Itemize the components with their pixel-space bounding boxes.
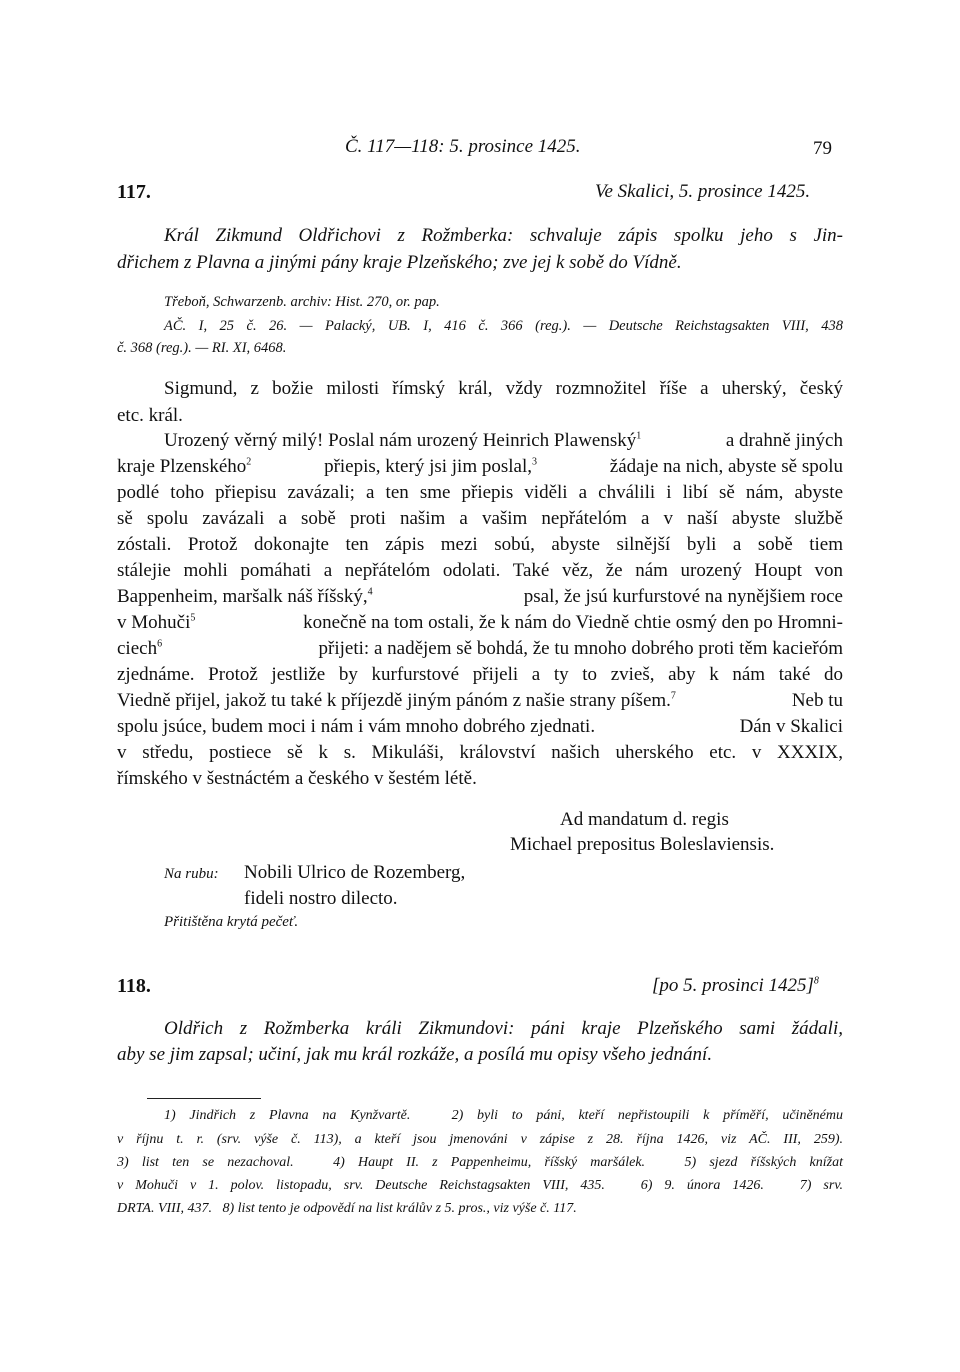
date-118 [652,975,819,997]
footnote-mark-1: 1 [636,430,642,442]
body-line-12-text-b: Dán v Skalici [739,716,843,737]
body-line-9-text-b: přijeti: a nadějem sě bohdá, že tu mnoho dobrého proti těm kacieřóm [318,638,843,659]
body-line-6: stálejie mohli pomáhati a nepřátelóm odolati. Také věz, že nám urozený Houpt von [117,560,843,581]
intitulatio-line-2: etc. král. [117,405,183,426]
footnote-mark-7: 7 [670,690,676,702]
body-line-1-text-b: a drahně jiných [725,430,843,451]
footnote-mark-5: 5 [190,612,196,624]
subscription-line-2: Michael prepositus Boleslaviensis. [510,834,775,855]
footnote-mark-4: 4 [367,586,373,598]
footnote-line-3: 3) list ten se nezachoval. 4) Haupt II. z Pappenheimu, říšský maršálek. 5) sjezd říšských knížat [117,1155,843,1170]
intitulatio-line-1: Sigmund, z božie milosti římský král, vždy rozmnožitel říše a uherský, český [164,378,843,399]
footnote-mark-2: 2 [246,456,252,468]
footnote-line-1: 1) Jindřich z Plavna na Kynžvartě. 2) byli to páni, kteří nepřistoupili k příměří, učiněnému [164,1108,843,1123]
body-line-5: zóstali. Protož dokonajte ten zápis mezi sobú, abyste silnější byli a sobě tiem [117,534,843,555]
body-line-14: římského v šestnáctém a českého v šestém létě. [117,768,477,789]
body-line-8-text-b: konečně na tom ostali, že k nám do Viedně chtie osmý den po Hromni- [303,612,843,633]
body-line-11-text-b: Neb tu [791,690,843,711]
footnote-mark-3: 3 [532,456,537,468]
body-line-12 [117,716,843,738]
footnote-line-2: v říjnu t. r. (srv. výše č. 113), a kteří jsou jmenováni v zápise z 28. října 1426, viz AČ. III, 259). [117,1132,843,1147]
body-line-8 [117,612,843,634]
body-line-8-text-a: v Mohuči [117,612,191,633]
regest-118-line-1: Oldřich z Rožmberka králi Zikmundovi: páni kraje Plzeňského sami žádali, [164,1018,843,1039]
body-line-10: zjednáme. Protož jestliže by kurfurstové přijeli a ty to zvieš, aby k nám také do [117,664,843,685]
body-line-9-text-a: ciech [117,638,158,659]
body-line-11-text-a: Viedně přijel, jakož tu také k příjezdě jiným pánóm z našie strany píšem. [117,690,671,711]
body-line-7-text-a: Bappenheim, maršalk náš říšský, [117,586,368,607]
body-line-9 [117,638,843,660]
body-line-2-text-a: kraje Plzenského [117,456,247,477]
footnote-mark-8: 8 [813,975,819,987]
body-line-13: v středu, postiece sě k s. Mikuláši, království našich uherského etc. v XXXIX, [117,742,843,763]
page-number: 79 [813,138,832,159]
regest-118-line-2: aby se jim zapsal; učiní, jak mu král rozkáže, a posílá mu opisy všeho jednání. [117,1044,713,1065]
dorsal-line-1: Nobili Ulrico de Rozemberg, [244,862,466,883]
source-line-1: Třeboň, Schwarzenb. archiv: Hist. 270, or. pap. [164,294,440,310]
footnote-mark-6: 6 [157,638,163,650]
body-line-2-text-c: žádaje na nich, abyste sě spolu [609,456,843,477]
body-line-4: sě spolu zavázali a sobě proti našim a vašim nepřátelóm a v naší abyste službě [117,508,843,529]
source-line-3: č. 368 (reg.). — RI. XI, 6468. [117,340,287,356]
body-line-1 [164,430,843,452]
body-line-2-text-b: přiepis, který jsi jim poslal, [324,456,532,477]
footnote-separator [147,1098,261,1099]
body-line-7-text-b: psal, že jsú kurfurstové na nynějšiem roce [523,586,843,607]
body-line-3: podlé toho přiepisu zavázali; a ten sme přiepis viděli a chválili i libí sě nám, abyste [117,482,843,503]
body-line-1-text-a: Urozený věrný milý! Poslal nám urozený Heinrich Plawenský [164,430,637,451]
source-line-2: AČ. I, 25 č. 26. — Palacký, UB. I, 416 č. 366 (reg.). — Deutsche Reichstagsakten VIII, 438 [164,318,843,334]
place-date-117: Ve Skalici, 5. prosince 1425. [595,181,811,202]
body-line-11 [117,690,843,712]
body-line-12-text-a: spolu jsúce, budem moci i nám i vám mnoho dobrého zjednati. [117,716,596,737]
footnote-line-4: v Mohuči v 1. polov. listopadu, srv. Deutsche Reichstagsakten VIII, 435. 6) 9. února 1426. 7) srv. [117,1178,843,1193]
body-line-7 [117,586,843,608]
regest-117-line-2: dřichem z Plavna a jinými pány kraje Plzeňského; zve jej k sobě do Vídně. [117,252,682,273]
dorsal-line-2: fideli nostro dilecto. [244,888,398,909]
dorsal-label: Na rubu: [164,866,219,882]
seal-note: Přitištěna krytá pečeť. [164,914,299,930]
date-118-text: [po 5. prosinci 1425] [652,975,814,996]
running-header-title: Č. 117—118: 5. prosince 1425. [345,136,581,157]
regest-117-line-1: Král Zikmund Oldřichovi z Rožmberka: schvaluje zápis spolku jeho s Jin- [164,225,843,246]
body-line-2 [117,456,843,478]
document-number-118: 118. [117,975,151,997]
footnote-line-5: DRTA. VIII, 437. 8) list tento je odpovědí na list králův z 5. pros., viz výše č. 117. [117,1201,577,1216]
subscription-line-1: Ad mandatum d. regis [560,809,729,830]
document-number-117: 117. [117,181,151,203]
